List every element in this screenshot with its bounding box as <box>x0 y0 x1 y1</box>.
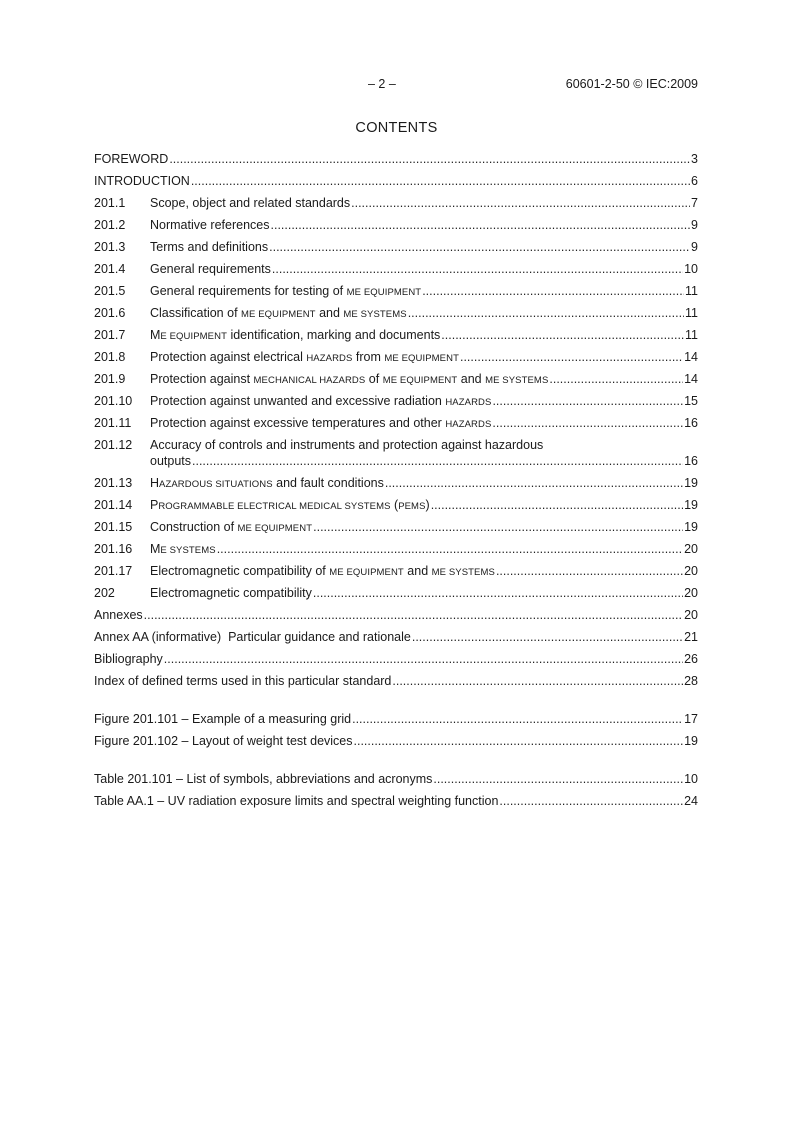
clause-title-line-2: outputs <box>150 454 192 468</box>
dot-leader <box>217 541 683 557</box>
toc-entry-201-2[interactable] <box>94 217 698 239</box>
toc-entry-201-13[interactable] <box>94 475 698 497</box>
clause-title: Scope, object and related standards <box>150 196 351 210</box>
toc-entry-bibliography[interactable] <box>94 651 698 673</box>
dot-leader <box>496 563 683 579</box>
clause-number: 201.2 <box>94 218 126 232</box>
clause-title: PROGRAMMABLE ELECTRICAL MEDICAL SYSTEMS (PEMS) <box>150 498 430 512</box>
toc-entry-annexes[interactable] <box>94 607 698 629</box>
clause-number: 201.17 <box>94 564 133 578</box>
clause-number: 201.12 <box>94 438 133 452</box>
toc-page-number: 11 <box>685 328 698 342</box>
toc-entry-201-3[interactable] <box>94 239 698 261</box>
clause-number: 201.4 <box>94 262 126 276</box>
dot-leader <box>392 673 683 689</box>
toc-page-number: 9 <box>691 240 698 254</box>
dot-leader <box>412 629 683 645</box>
toc-entry-text: FOREWORD <box>94 152 169 166</box>
clause-title: Terms and definitions <box>150 240 269 254</box>
dot-leader <box>352 711 683 727</box>
dot-leader <box>269 239 690 255</box>
toc-page-number: 19 <box>684 498 698 512</box>
toc-page-number: 20 <box>684 586 698 600</box>
toc-page-number: 14 <box>684 372 698 386</box>
section-spacer <box>94 755 698 771</box>
toc-page-number: 16 <box>684 416 698 430</box>
toc-page-number: 3 <box>691 152 698 166</box>
contents-title: CONTENTS <box>355 120 438 136</box>
clause-title: ME EQUIPMENT identification, marking and documents <box>150 328 441 342</box>
toc-page-number: 28 <box>684 674 698 688</box>
dot-leader <box>431 497 683 513</box>
list-of-tables-entry[interactable] <box>94 771 698 793</box>
toc-page-number: 20 <box>684 542 698 556</box>
clause-number: 201.11 <box>94 416 132 430</box>
toc-page-number: 11 <box>685 306 698 320</box>
dot-leader <box>408 305 684 321</box>
toc-entry-foreword[interactable] <box>94 151 698 173</box>
clause-title: Protection against MECHANICAL HAZARDS of ME EQUIPMENT and ME SYSTEMS <box>150 372 549 386</box>
toc-page-number: 21 <box>684 630 698 644</box>
toc-page-number: 17 <box>684 712 698 726</box>
toc-entry-201-10[interactable] <box>94 393 698 415</box>
list-of-tables-entry[interactable] <box>94 793 698 815</box>
toc-entry-introduction[interactable] <box>94 173 698 195</box>
dot-leader <box>192 453 683 469</box>
toc-page-number: 20 <box>684 564 698 578</box>
toc-page-number: 7 <box>691 196 698 210</box>
toc-entry-text: Annexes <box>94 608 143 622</box>
table-title: Table AA.1 – UV radiation exposure limits and spectral weighting function <box>94 794 499 808</box>
figure-title: Figure 201.101 – Example of a measuring grid <box>94 712 352 726</box>
table-of-contents <box>94 151 698 815</box>
page-number: – 2 – <box>368 77 396 91</box>
dot-leader <box>492 393 683 409</box>
toc-entry-annex-aa[interactable] <box>94 629 698 651</box>
dot-leader <box>460 349 683 365</box>
section-spacer <box>94 695 698 711</box>
dot-leader <box>549 371 683 387</box>
toc-entry-201-6[interactable] <box>94 305 698 327</box>
clause-title: Protection against electrical HAZARDS from ME EQUIPMENT <box>150 350 459 364</box>
toc-entry-201-7[interactable] <box>94 327 698 349</box>
dot-leader <box>351 195 690 211</box>
toc-page-number: 19 <box>684 476 698 490</box>
clause-number: 201.3 <box>94 240 126 254</box>
toc-entry-index[interactable] <box>94 673 698 695</box>
dot-leader <box>313 519 683 535</box>
page-header <box>0 77 793 93</box>
clause-title: Construction of ME EQUIPMENT <box>150 520 313 534</box>
clause-title: HAZARDOUS SITUATIONS and fault conditions <box>150 476 384 490</box>
toc-entry-201-11[interactable] <box>94 415 698 437</box>
clause-title: Electromagnetic compatibility of ME EQUIPMENT and ME SYSTEMS <box>150 564 495 578</box>
toc-page-number: 10 <box>684 262 698 276</box>
toc-page-number: 6 <box>691 174 698 188</box>
toc-entry-201-9[interactable] <box>94 371 698 393</box>
toc-entry-201-15[interactable] <box>94 519 698 541</box>
clause-title: Protection against excessive temperatures and other HAZARDS <box>150 416 492 430</box>
toc-page-number: 26 <box>684 652 698 666</box>
toc-entry-text: Index of defined terms used in this particular standard <box>94 674 392 688</box>
toc-entry-201-4[interactable] <box>94 261 698 283</box>
table-title: Table 201.101 – List of symbols, abbreviations and acronyms <box>94 772 433 786</box>
toc-page-number: 19 <box>684 520 698 534</box>
clause-title: General requirements for testing of ME EQUIPMENT <box>150 284 422 298</box>
dot-leader <box>422 283 684 299</box>
clause-title: Protection against unwanted and excessive radiation HAZARDS <box>150 394 492 408</box>
toc-entry-text: INTRODUCTION <box>94 174 190 188</box>
toc-page-number: 10 <box>684 772 698 786</box>
toc-page-number: 20 <box>684 608 698 622</box>
toc-entry-201-1[interactable] <box>94 195 698 217</box>
toc-entry-text: Bibliography <box>94 652 163 666</box>
toc-entry-201-17[interactable] <box>94 563 698 585</box>
toc-entry-text: Annex AA (informative) Particular guidance and rationale <box>94 630 411 644</box>
toc-page-number: 9 <box>691 218 698 232</box>
clause-number: 201.1 <box>94 196 126 210</box>
list-of-figures-entry[interactable] <box>94 711 698 733</box>
dot-leader <box>499 793 683 809</box>
list-of-figures-entry[interactable] <box>94 733 698 755</box>
clause-number: 202 <box>94 586 115 600</box>
toc-page-number: 24 <box>684 794 698 808</box>
toc-page-number: 19 <box>684 734 698 748</box>
toc-page-number: 14 <box>684 350 698 364</box>
document-id: 60601-2-50 © IEC:2009 <box>565 77 698 91</box>
toc-entry-201-12[interactable] <box>94 437 698 475</box>
clause-number: 201.15 <box>94 520 133 534</box>
toc-entry-201-5[interactable] <box>94 283 698 305</box>
dot-leader <box>169 151 690 167</box>
toc-entry-201-14[interactable] <box>94 497 698 519</box>
dot-leader <box>272 261 683 277</box>
toc-entry-202[interactable] <box>94 585 698 607</box>
dot-leader <box>385 475 683 491</box>
toc-entry-201-8[interactable] <box>94 349 698 371</box>
figure-title: Figure 201.102 – Layout of weight test devices <box>94 734 353 748</box>
toc-page-number: 15 <box>684 394 698 408</box>
clause-number: 201.10 <box>94 394 133 408</box>
dot-leader <box>164 651 683 667</box>
clause-number: 201.7 <box>94 328 126 342</box>
toc-page-number: 11 <box>685 284 698 298</box>
clause-number: 201.6 <box>94 306 126 320</box>
clause-number: 201.5 <box>94 284 126 298</box>
clause-title: Normative references <box>150 218 270 232</box>
clause-title: Classification of ME EQUIPMENT and ME SYSTEMS <box>150 306 407 320</box>
dot-leader <box>191 173 690 189</box>
clause-title: ME SYSTEMS <box>150 542 216 556</box>
dot-leader <box>271 217 691 233</box>
toc-entry-201-16[interactable] <box>94 541 698 563</box>
dot-leader <box>144 607 683 623</box>
clause-title: Electromagnetic compatibility <box>150 586 312 600</box>
dot-leader <box>354 733 684 749</box>
toc-page-number: 16 <box>684 454 698 468</box>
clause-title: General requirements <box>150 262 271 276</box>
dot-leader <box>313 585 683 601</box>
clause-title-line-1: Accuracy of controls and instruments and protection against hazardous <box>150 438 544 452</box>
clause-number: 201.13 <box>94 476 133 490</box>
clause-number: 201.8 <box>94 350 126 364</box>
dot-leader <box>433 771 683 787</box>
clause-number: 201.16 <box>94 542 133 556</box>
clause-number: 201.14 <box>94 498 133 512</box>
clause-number: 201.9 <box>94 372 126 386</box>
dot-leader <box>492 415 683 431</box>
dot-leader <box>441 327 684 343</box>
